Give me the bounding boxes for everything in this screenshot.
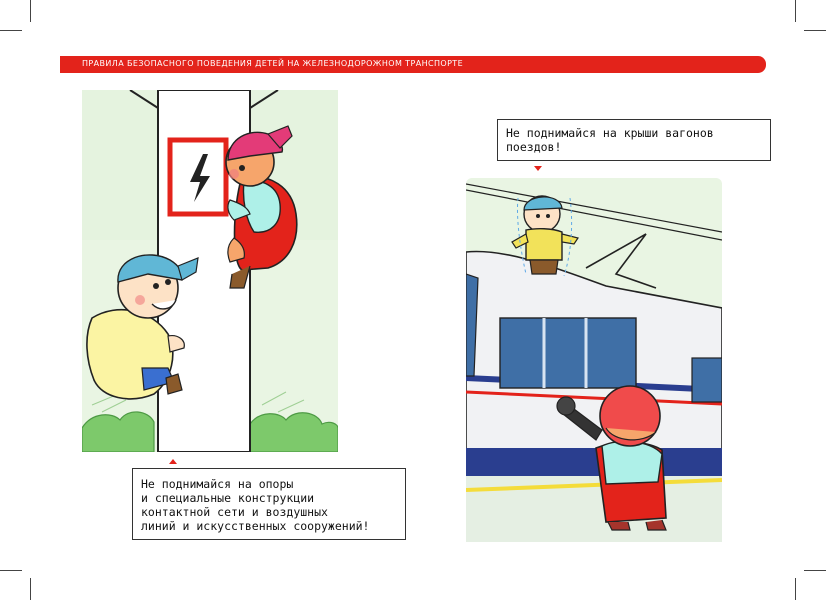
crop-mark: [804, 30, 826, 31]
caption-left: Не поднимайся на опоры и специальные конструкции контактной сети и воздушных линий и искусственных сооружений!: [132, 468, 406, 540]
high-voltage-sign-icon: [170, 140, 226, 214]
caption-right: Не поднимайся на крыши вагонов поездов!: [497, 119, 771, 161]
crop-mark: [0, 30, 22, 31]
crop-mark: [804, 570, 826, 571]
header-banner: [60, 56, 766, 73]
train-scene-svg: [466, 178, 722, 542]
crop-mark: [0, 570, 22, 571]
banner-title: ПРАВИЛА БЕЗОПАСНОГО ПОВЕДЕНИЯ ДЕТЕЙ НА ЖЕЛЕЗНОДОРОЖНОМ ТРАНСПОРТЕ: [82, 59, 464, 68]
caption-pointer-left: [169, 459, 177, 464]
crop-mark: [795, 0, 796, 22]
crop-mark: [795, 578, 796, 600]
illustration-train-roof: [466, 178, 722, 542]
crop-mark: [30, 578, 31, 600]
illustration-pole-climbing: [82, 90, 338, 452]
pole-scene-svg: [82, 90, 338, 452]
caption-pointer-right: [534, 166, 542, 171]
crop-mark: [30, 0, 31, 22]
